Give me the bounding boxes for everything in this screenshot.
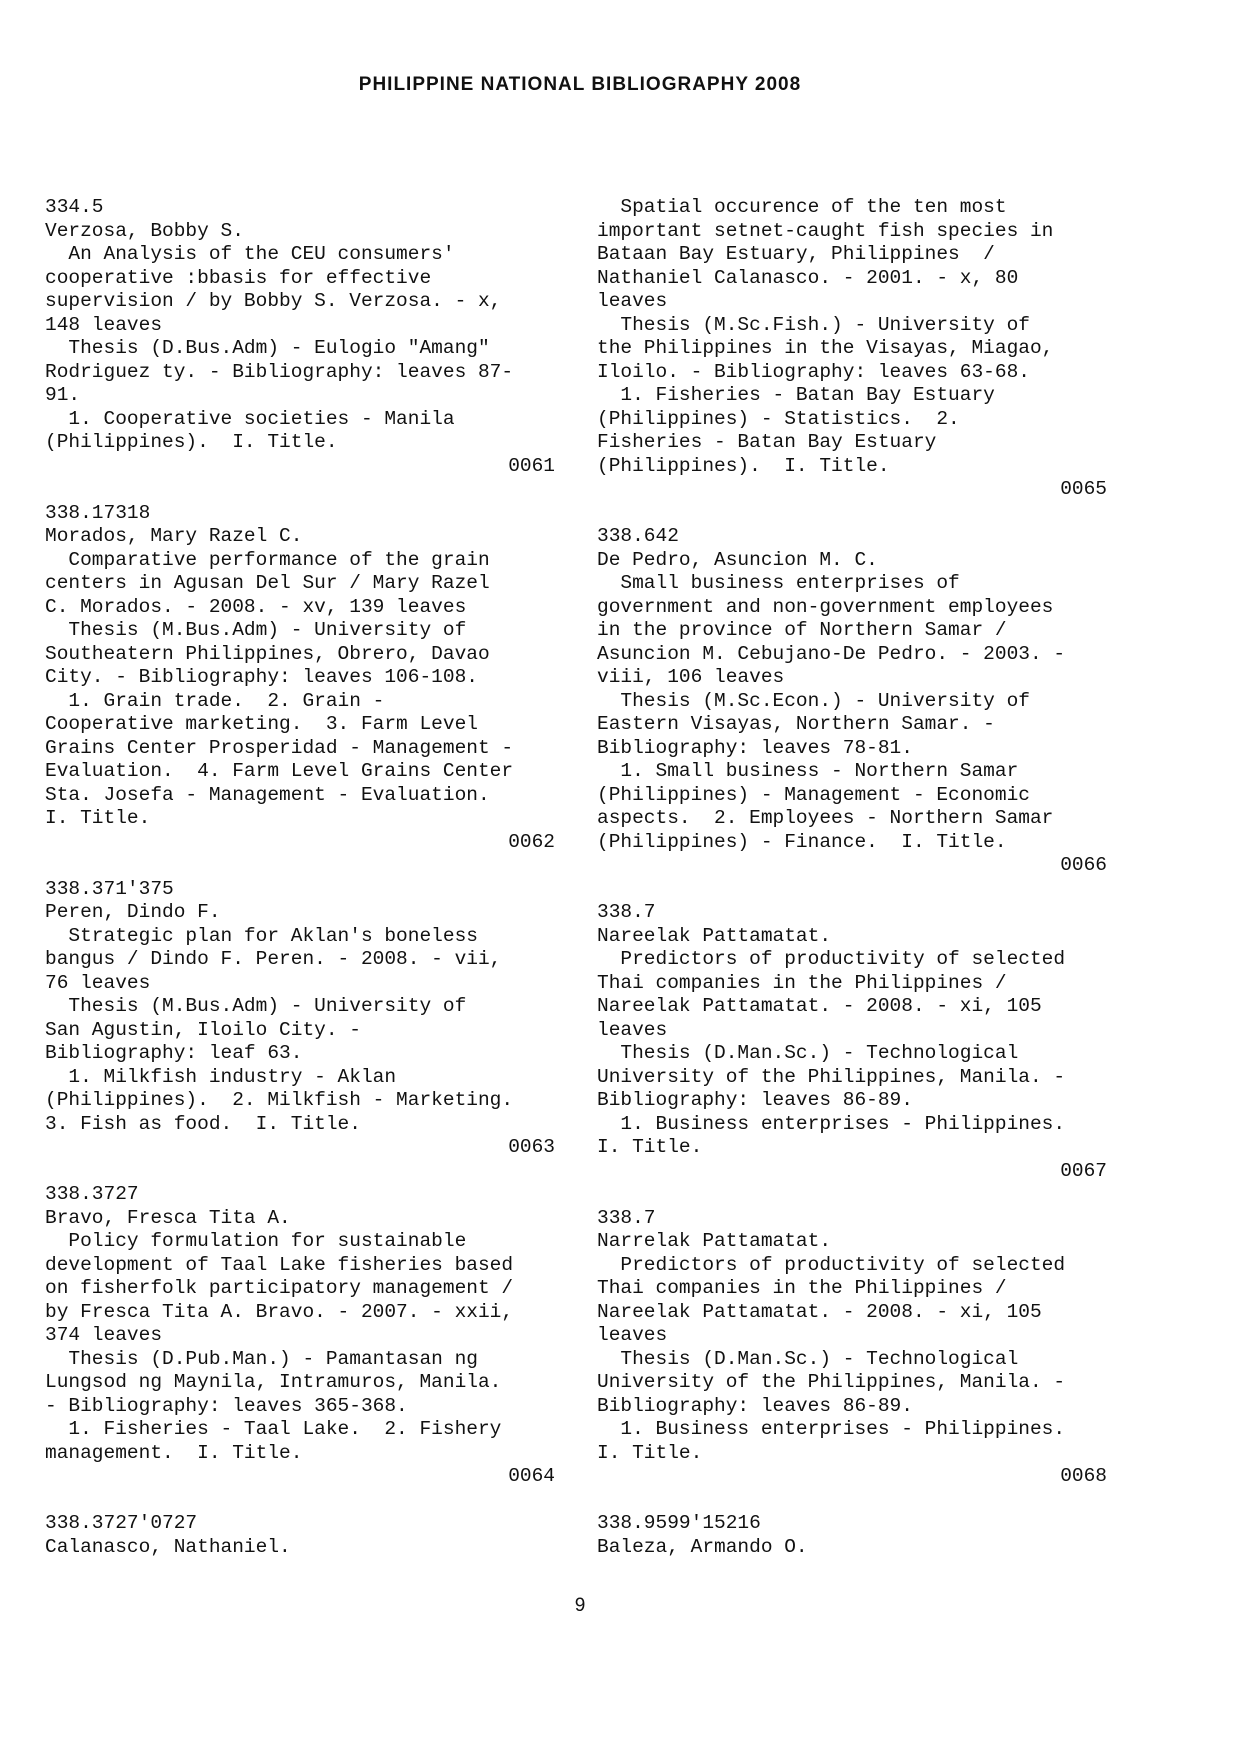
entry-line: C. Morados. - 2008. - xv, 139 leaves (45, 595, 467, 618)
entry-line: Bibliography: leaves 86-89. (597, 1089, 913, 1111)
entry-line: Rodriguez ty. - Bibliography: leaves 87- (45, 360, 514, 383)
entry-line: Thesis (D.Bus.Adm) - Eulogio "Amang" (45, 337, 490, 359)
entry-line: 338.371'375 (45, 877, 174, 900)
entry-line: by Fresca Tita A. Bravo. - 2007. - xxii, (45, 1300, 514, 1323)
entry-line: Bibliography: leaf 63. (45, 1042, 303, 1064)
entry-spacer (597, 878, 1107, 902)
entry-line: Policy formulation for sustainable (45, 1230, 467, 1252)
entry-line: 1. Grain trade. 2. Grain - (45, 689, 385, 712)
entry-line: Spatial occurence of the ten most (597, 196, 1007, 218)
entry-line: aspects. 2. Employees - Northern Samar (597, 807, 1054, 829)
entry-spacer (45, 1489, 555, 1513)
catalog-entry (597, 901, 1107, 1207)
entry-line: Iloilo. - Bibliography: leaves 63-68. (597, 360, 1030, 383)
entry-line: Predictors of productivity of selected (597, 1253, 1066, 1276)
entry-line: 374 leaves (45, 1324, 163, 1346)
entry-line: Thesis (M.Sc.Econ.) - University of (597, 689, 1030, 712)
entry-line: 91. (45, 384, 81, 406)
entry-line: University of the Philippines, Manila. - (597, 1371, 1066, 1393)
entry-line: in the province of Northern Samar / (597, 619, 1007, 641)
entry-line: Baleza, Armando O. (597, 1535, 808, 1558)
entry-line: 338.7 (597, 1206, 656, 1229)
entry-line: Thai companies in the Philippines / (597, 1277, 1007, 1299)
left-column (45, 196, 555, 1559)
entry-line: Nathaniel Calanasco. - 2001. - x, 80 (597, 266, 1019, 289)
catalog-entry (45, 502, 555, 878)
entry-line: Fisheries - Batan Bay Estuary (597, 431, 937, 453)
entry-number: 0063 (508, 1136, 555, 1158)
entry-line: 338.9599'15216 (597, 1512, 761, 1534)
entry-line: Thesis (M.Bus.Adm) - University of (45, 995, 467, 1017)
entry-line: (Philippines). I. Title. (597, 454, 890, 477)
entry-line: I. Title. (45, 807, 151, 829)
entry-line: Small business enterprises of (597, 572, 960, 594)
catalog-entry (45, 196, 555, 502)
entry-line: I. Title. (597, 1136, 703, 1158)
entry-spacer (45, 854, 555, 878)
entry-line: An Analysis of the CEU consumers' (45, 243, 455, 265)
entry-line: 1. Milkfish industry - Aklan (45, 1065, 397, 1088)
entry-line: the Philippines in the Visayas, Miagao, (597, 337, 1054, 359)
entry-line: Grains Center Prosperidad - Management - (45, 736, 514, 759)
entry-line: San Agustin, Iloilo City. - (45, 1018, 361, 1041)
entry-line: Bataan Bay Estuary, Philippines / (597, 243, 995, 265)
entry-line: Bravo, Fresca Tita A. (45, 1206, 291, 1229)
entry-line: 148 leaves (45, 313, 163, 336)
entry-line: Peren, Dindo F. (45, 901, 221, 923)
entry-number: 0061 (508, 454, 555, 477)
catalog-entry (597, 1512, 1107, 1559)
entry-line: Predictors of productivity of selected (597, 948, 1066, 970)
entry-line: 338.17318 (45, 501, 151, 524)
entry-number: 0066 (1060, 854, 1107, 876)
entry-line: 1. Small business - Northern Samar (597, 760, 1019, 782)
entry-line: Sta. Josefa - Management - Evaluation. (45, 783, 490, 806)
entry-line: Calanasco, Nathaniel. (45, 1535, 291, 1558)
right-column (597, 196, 1107, 1559)
entry-spacer (597, 1489, 1107, 1513)
entry-line: Morados, Mary Razel C. (45, 525, 303, 547)
entry-line: Verzosa, Bobby S. (45, 219, 244, 242)
entry-line: leaves (597, 1018, 668, 1041)
entry-line: University of the Philippines, Manila. - (597, 1065, 1066, 1088)
entry-line: 338.642 (597, 525, 679, 547)
entry-line: 338.3727 (45, 1183, 139, 1205)
entry-line: City. - Bibliography: leaves 106-108. (45, 666, 478, 688)
entry-line: 338.7 (597, 901, 656, 923)
entry-line: government and non-government employees (597, 595, 1054, 618)
catalog-entry (597, 1207, 1107, 1513)
entry-line: 1. Business enterprises - Philippines. (597, 1112, 1066, 1135)
entry-line: - Bibliography: leaves 365-368. (45, 1394, 408, 1417)
entry-line: Asuncion M. Cebujano-De Pedro. - 2003. - (597, 642, 1066, 665)
entry-line: (Philippines) - Finance. I. Title. (597, 830, 1007, 853)
entry-number: 0068 (1060, 1465, 1107, 1487)
entry-line: Eastern Visayas, Northern Samar. - (597, 713, 995, 735)
entry-spacer (45, 478, 555, 502)
entry-line: cooperative :bbasis for effective (45, 266, 432, 289)
catalog-entry (597, 525, 1107, 901)
entry-line: 1. Fisheries - Taal Lake. 2. Fishery (45, 1418, 502, 1440)
entry-line: 1. Cooperative societies - Manila (45, 407, 455, 430)
entry-line: 3. Fish as food. I. Title. (45, 1112, 361, 1135)
entry-line: Cooperative marketing. 3. Farm Level (45, 713, 478, 735)
catalog-entry (45, 878, 555, 1184)
entry-spacer (45, 1160, 555, 1184)
entry-line: supervision / by Bobby S. Verzosa. - x, (45, 290, 502, 312)
entry-line: Thesis (D.Man.Sc.) - Technological (597, 1042, 1019, 1064)
entry-line: 1. Fisheries - Batan Bay Estuary (597, 384, 995, 406)
entry-spacer (597, 502, 1107, 526)
entry-line: Thesis (M.Sc.Fish.) - University of (597, 313, 1030, 336)
entry-line: (Philippines). I. Title. (45, 431, 338, 453)
entry-line: Lungsod ng Maynila, Intramuros, Manila. (45, 1371, 502, 1393)
entry-line: Thai companies in the Philippines / (597, 971, 1007, 994)
entry-line: I. Title. (597, 1441, 703, 1464)
entry-line: 1. Business enterprises - Philippines. (597, 1418, 1066, 1440)
entry-number: 0067 (1060, 1159, 1107, 1182)
entry-line: Southeatern Philippines, Obrero, Davao (45, 642, 490, 665)
entry-line: viii, 106 leaves (597, 666, 785, 688)
entry-line: development of Taal Lake fisheries based (45, 1253, 514, 1276)
entry-line: Narrelak Pattamatat. (597, 1230, 832, 1252)
entry-line: centers in Agusan Del Sur / Mary Razel (45, 572, 490, 594)
entry-number: 0065 (1060, 478, 1107, 500)
entry-line: De Pedro, Asuncion M. C. (597, 548, 878, 571)
entry-line: Bibliography: leaves 78-81. (597, 736, 913, 759)
entry-line: leaves (597, 290, 668, 312)
entry-line: 338.3727'0727 (45, 1512, 198, 1534)
entry-line: Comparative performance of the grain (45, 548, 490, 571)
entry-number: 0062 (508, 830, 555, 853)
entry-line: Nareelak Pattamatat. (597, 924, 832, 947)
entry-line: Strategic plan for Aklan's boneless (45, 924, 478, 947)
entry-line: important setnet-caught fish species in (597, 219, 1054, 242)
entry-line: (Philippines) - Management - Economic (597, 783, 1030, 806)
page-number: 9 (574, 1595, 586, 1616)
entry-line: Nareelak Pattamatat. - 2008. - xi, 105 (597, 995, 1042, 1017)
catalog-entry (45, 1512, 555, 1559)
entry-line: (Philippines) - Statistics. 2. (597, 407, 960, 430)
entry-line: (Philippines). 2. Milkfish - Marketing. (45, 1089, 514, 1111)
entry-line: Thesis (D.Man.Sc.) - Technological (597, 1347, 1019, 1370)
entry-line: bangus / Dindo F. Peren. - 2008. - vii, (45, 948, 502, 970)
entry-line: 334.5 (45, 196, 104, 218)
entry-number: 0064 (508, 1465, 555, 1487)
entry-line: on fisherfolk participatory management / (45, 1277, 514, 1299)
entry-line: Thesis (D.Pub.Man.) - Pamantasan ng (45, 1347, 478, 1370)
catalog-entry (597, 196, 1107, 525)
entry-line: leaves (597, 1324, 668, 1346)
entry-line: management. I. Title. (45, 1441, 303, 1464)
entry-line: 76 leaves (45, 971, 151, 994)
page-title: PHILIPPINE NATIONAL BIBLIOGRAPHY 2008 (358, 74, 802, 95)
entry-spacer (597, 1183, 1107, 1207)
entry-line: Bibliography: leaves 86-89. (597, 1394, 913, 1417)
catalog-entry (45, 1183, 555, 1512)
entry-line: Evaluation. 4. Farm Level Grains Center (45, 760, 514, 782)
entry-line: Nareelak Pattamatat. - 2008. - xi, 105 (597, 1300, 1042, 1323)
entry-line: Thesis (M.Bus.Adm) - University of (45, 619, 467, 641)
